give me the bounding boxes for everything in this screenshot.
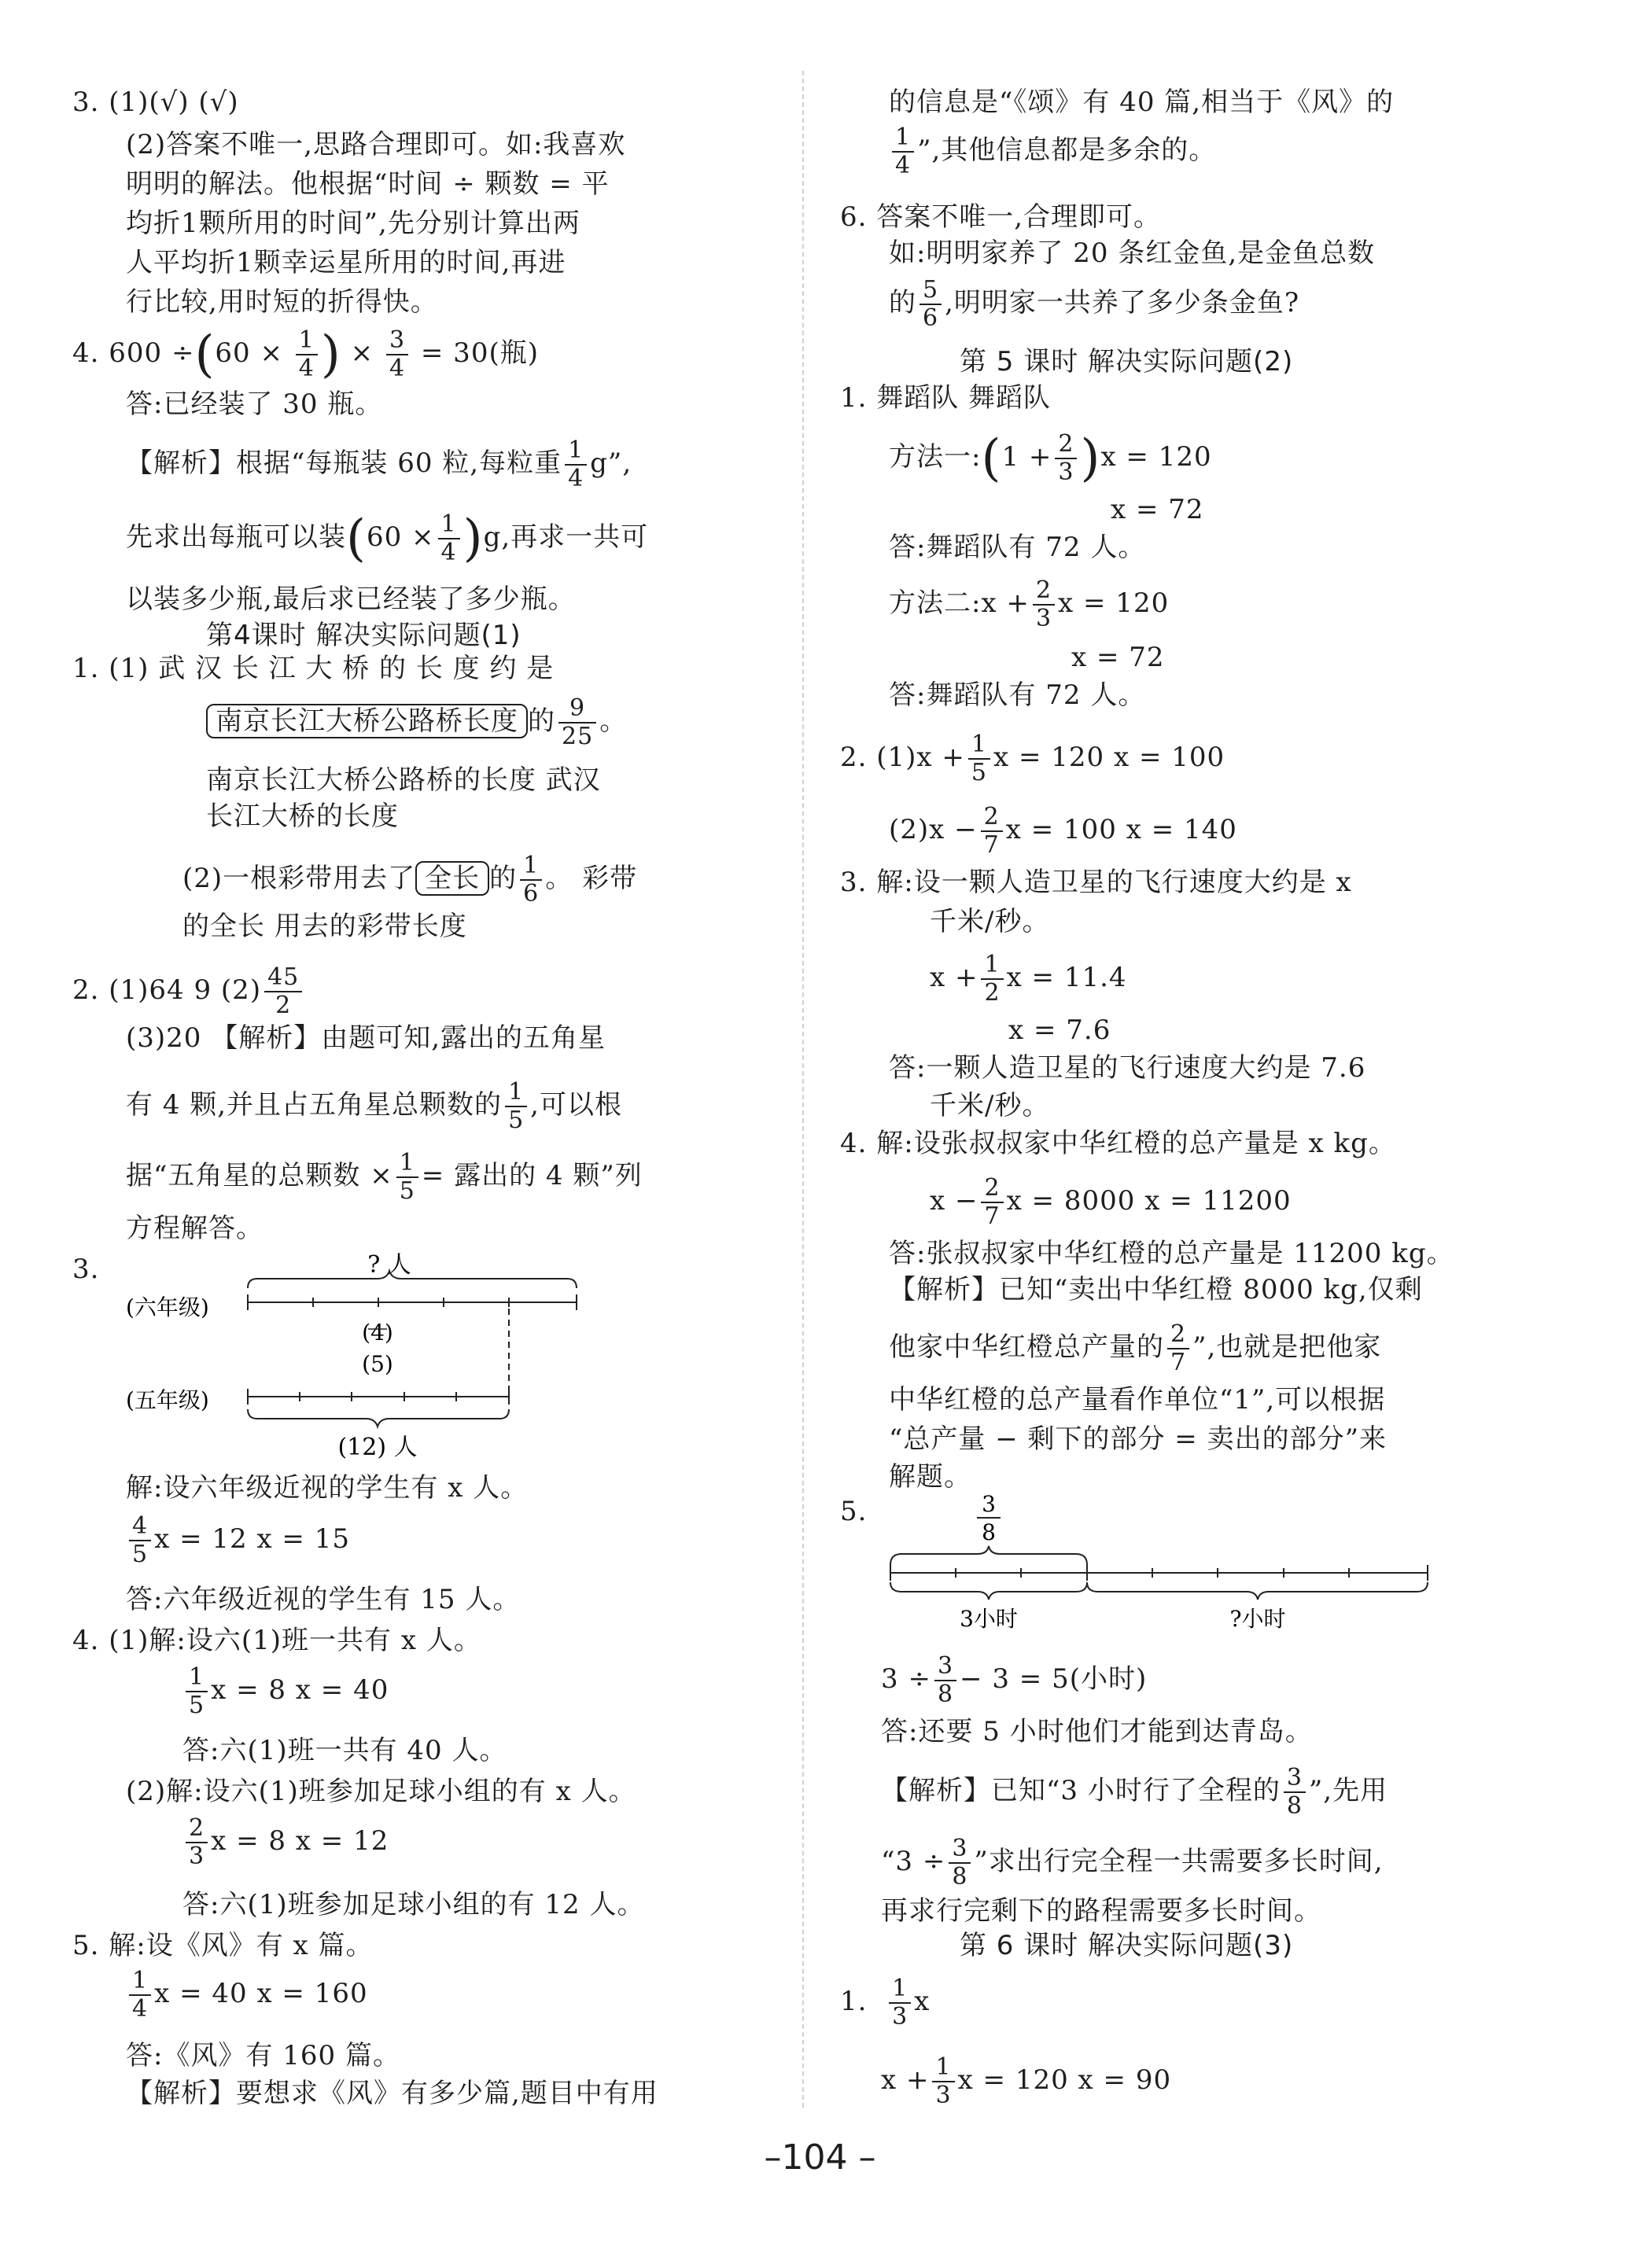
l-s4q2-line4: 据“五角星的总颗数 × $\frac{1}{5}$ = 露出的 4 颗”列	[126, 1149, 643, 1205]
r-s5q4-analysis4: “总产量 − 剩下的部分 = 卖出的部分”来	[889, 1423, 1387, 1455]
fraction: $\frac{4}{5}$	[129, 1513, 151, 1568]
diagram-right-label: ?小时	[1229, 1606, 1286, 1632]
l-q4-analysis3: 以装多少瓶,最后求已经装了多少瓶。	[126, 584, 576, 615]
diagram-question: ? 人	[367, 1251, 411, 1279]
r-s5q2-line2: (2)x − $\frac{2}{7}$ x = 100 x = 140	[889, 803, 1237, 859]
line-segment-diagram-grade	[118, 1250, 606, 1471]
r-s6q1-line1: 1. $\frac{1}{3}$ x	[840, 1975, 931, 2031]
l-s4q1-line1: 1. (1) 武 汉 长 江 大 桥 的 长 度 约 是	[72, 653, 555, 684]
fraction: $\frac{1}{4}$	[565, 437, 587, 492]
r-s5q4-answer: 答:张叔叔家中华红橙的总产量是 11200 kg。	[889, 1238, 1454, 1269]
l-s4q1-2-line1: (2)一根彩带用去了 全长 的 $\frac{1}{6}$ 。 彩带	[182, 852, 638, 908]
l-q3-2-line5: 行比较,用时短的折得快。	[126, 286, 438, 318]
l-q3-head: 3. (1)(√) (√)	[72, 87, 239, 118]
fraction: $\frac{3}{4}$	[386, 327, 408, 382]
r-s5q5-analysis3: 再求行完剩下的路程需要多长时间。	[881, 1895, 1321, 1927]
r-s5q4-analysis1: 【解析】已知“卖出中华红橙 8000 kg,仅剩	[889, 1274, 1423, 1305]
r-q6-line3: 的 $\frac{5}{6}$ ,明明家一共养了多少条金鱼?	[889, 276, 1300, 332]
fraction: $\frac{1}{4}$	[129, 1968, 151, 2023]
l-s4q5-answer: 答:《风》有 160 篇。	[126, 2040, 400, 2071]
l-s4q3-equation: $\frac{4}{5}$ x = 12 x = 15	[126, 1513, 350, 1568]
r-s5q2-line1: 2. (1)x + $\frac{1}{5}$ x = 120 x = 100	[840, 731, 1225, 786]
l-s4q4-equation: $\frac{1}{5}$ x = 8 x = 40	[182, 1664, 389, 1719]
fraction: $\frac{1}{5}$	[186, 1664, 208, 1719]
svg-text:3: 3	[982, 1491, 996, 1517]
fraction: $\frac{1}{3}$	[932, 2054, 954, 2109]
l-s4q5-equation: $\frac{1}{4}$ x = 40 x = 160	[126, 1968, 368, 2023]
r-s6q1-equation: x + $\frac{1}{3}$ x = 120 x = 90	[881, 2053, 1172, 2109]
r-line1: 的信息是“《颂》有 40 篇,相当于《风》的	[889, 87, 1395, 118]
l-s4q3-answer: 答:六年级近视的学生有 15 人。	[126, 1584, 521, 1615]
label-grade5: (五年级)	[126, 1387, 209, 1413]
l-s4q4-2-answer: 答:六(1)班参加足球小组的有 12 人。	[182, 1889, 645, 1920]
l-q4-analysis2: 先求出每瓶可以装(60 × $\frac{1}{4}$ )g,再求一共可	[126, 510, 649, 568]
l-s4q5-line1: 5. 解:设《风》有 x 篇。	[72, 1930, 374, 1961]
section-title-4: 第4课时 解决实际问题(1)	[206, 620, 521, 651]
svg-text:(5): (5)	[362, 1351, 393, 1377]
fraction: $\frac{2}{7}$	[981, 1175, 1003, 1230]
r-s5q1-method2-answer: 答:舞蹈队有 72 人。	[889, 679, 1146, 711]
l-s4q2-line2: (3)20 【解析】由题可知,露出的五角星	[126, 1022, 606, 1054]
boxed-term: 全长	[415, 861, 489, 896]
l-s4q1-line3: 南京长江大桥公路桥的长度 武汉	[206, 764, 601, 796]
fraction: $\frac{1}{6}$	[520, 852, 542, 908]
l-s4q1-2-line2: 的全长 用去的彩带长度	[182, 911, 467, 942]
fraction: $\frac{45}{2}$	[264, 964, 302, 1019]
r-s5q3-equation: x + $\frac{1}{2}$ x = 11.4	[930, 951, 1127, 1007]
l-s4q3-num: 3.	[72, 1254, 100, 1285]
r-s5q1-method1-answer: 答:舞蹈队有 72 人。	[889, 532, 1146, 563]
fraction: $\frac{2}{3}$	[1033, 577, 1055, 632]
r-s5q3-answer2: 千米/秒。	[930, 1090, 1050, 1121]
section-title-6: 第 6 课时 解决实际问题(3)	[960, 1930, 1294, 1961]
diagram-total: (12) 人	[337, 1434, 418, 1461]
fraction: $\frac{1}{4}$	[892, 124, 914, 179]
l-s4q4-line1: 4. (1)解:设六(1)班一共有 x 人。	[72, 1625, 481, 1656]
fraction: $\frac{1}{5}$	[968, 731, 990, 786]
l-s4q1-line2: 南京长江大桥公路桥长度 的 $\frac{9}{25}$ 。	[206, 695, 627, 750]
r-s5q3-result: x = 7.6	[1008, 1014, 1111, 1046]
r-s5q3-line2: 千米/秒。	[930, 906, 1050, 937]
r-s5q3-answer1: 答:一颗人造卫星的飞行速度大约是 7.6	[889, 1052, 1366, 1084]
r-q6-line2: 如:明明家养了 20 条红金鱼,是金鱼总数	[889, 237, 1376, 269]
section-title-5: 第 5 课时 解决实际问题(2)	[960, 346, 1294, 377]
r-s5q5-analysis2: “3 ÷ $\frac{3}{8}$ ”求出行完全程一共需要多长时间,	[881, 1835, 1384, 1891]
svg-text:(4): (4)	[362, 1320, 393, 1346]
r-s5q4-equation: x − $\frac{2}{7}$ x = 8000 x = 11200	[930, 1174, 1292, 1230]
r-s5q1-method1: 方法一:(1 + $\frac{2}{3}$ )x = 120	[889, 429, 1212, 488]
fraction: $\frac{1}{5}$	[505, 1079, 527, 1134]
fraction: $\frac{1}{4}$	[438, 511, 460, 566]
fraction: $\frac{5}{6}$	[920, 277, 942, 332]
boxed-term: 南京长江大桥公路桥长度	[206, 704, 528, 738]
l-q3-2-line2: 明明的解法。他根据“时间 ÷ 颗数 = 平	[126, 168, 610, 200]
l-q4-equation: 4. 600 ÷(60 × $\frac{1}{4}$ ) × $\frac{3}{4}$ = 30(瓶)	[72, 326, 539, 384]
l-q3-2-line3: 均折1颗所用的时间”,先分别计算出两	[126, 208, 580, 239]
l-q4-answer: 答:已经装了 30 瓶。	[126, 388, 383, 420]
l-s4q1-line4: 长江大桥的长度	[206, 801, 399, 832]
r-s5q1-line1: 1. 舞蹈队 舞蹈队	[840, 382, 1052, 414]
r-s5q5-equation: 3 ÷ $\frac{3}{8}$ − 3 = 5(小时)	[881, 1652, 1148, 1708]
r-s5q4-analysis2: 他家中华红橙总产量的 $\frac{2}{7}$ ”,也就是把他家	[889, 1320, 1382, 1376]
fraction: $\frac{1}{5}$	[396, 1150, 418, 1205]
fraction: $\frac{2}{7}$	[981, 804, 1003, 859]
r-s5q1-method2: 方法二:x + $\frac{2}{3}$ x = 120	[889, 576, 1170, 632]
l-s4q3-solution: 解:设六年级近视的学生有 x 人。	[126, 1472, 529, 1504]
l-s4q4-answer: 答:六(1)班一共有 40 人。	[182, 1735, 507, 1766]
r-line2: $\frac{1}{4}$ ”,其他信息都是多余的。	[889, 124, 1216, 179]
r-s5q4-analysis5: 解题。	[889, 1461, 971, 1493]
r-s5q5-analysis1: 【解析】已知“3 小时行了全程的 $\frac{3}{8}$ ”,先用	[881, 1764, 1388, 1820]
line-segment-diagram-trip	[881, 1491, 1447, 1648]
r-s5q4-analysis3: 中华红橙的总产量看作单位“1”,可以根据	[889, 1384, 1386, 1416]
l-q4-analysis1: 【解析】根据“每瓶装 60 粒,每粒重 $\frac{1}{4}$ g”,	[126, 436, 632, 492]
diagram-left-label: 3小时	[960, 1606, 1018, 1632]
page-number: –104 –	[764, 2137, 876, 2178]
l-q3-2-line4: 人平均折1颗幸运星所用的时间,再进	[126, 247, 566, 278]
fraction: $\frac{2}{3}$	[1055, 431, 1077, 486]
fraction: $\frac{3}{8}$	[934, 1653, 956, 1708]
r-s5q3-line1: 3. 解:设一颗人造卫星的飞行速度大约是 x	[840, 867, 1352, 898]
l-s4q2-line5: 方程解答。	[126, 1213, 264, 1244]
l-s4q4-2-line1: (2)解:设六(1)班参加足球小组的有 x 人。	[126, 1776, 636, 1807]
r-s5q1-method2-result: x = 72	[1071, 642, 1165, 673]
l-s4q2-line3: 有 4 颗,并且占五角星总颗数的 $\frac{1}{5}$ ,可以根	[126, 1078, 622, 1134]
fraction: $\frac{3}{8}$	[1284, 1765, 1306, 1820]
fraction: $\frac{9}{25}$	[558, 695, 596, 750]
fraction: $\frac{2}{7}$	[1167, 1321, 1189, 1376]
l-s4q5-analysis: 【解析】要想求《风》有多少篇,题目中有用	[126, 2078, 658, 2109]
l-q3-2-line1: (2)答案不唯一,思路合理即可。如:我喜欢	[126, 129, 626, 160]
r-s5q1-method1-result: x = 72	[1111, 494, 1204, 525]
r-s5q4-line1: 4. 解:设张叔叔家中华红橙的总产量是 x kg。	[840, 1128, 1396, 1159]
column-divider	[802, 71, 804, 2108]
fraction: $\frac{1}{2}$	[981, 952, 1003, 1007]
svg-text:8: 8	[982, 1519, 996, 1545]
r-s5q5-answer: 答:还要 5 小时他们才能到达青岛。	[881, 1716, 1313, 1747]
fraction: $\frac{2}{3}$	[186, 1815, 208, 1870]
fraction: $\frac{1}{4}$	[296, 327, 318, 382]
fraction: $\frac{3}{8}$	[949, 1835, 971, 1891]
fraction: $\frac{1}{3}$	[889, 1975, 911, 2031]
l-s4q2-line1: 2. (1)64 9 (2) $\frac{45}{2}$	[72, 964, 305, 1019]
l-s4q4-2-equation: $\frac{2}{3}$ x = 8 x = 12	[182, 1815, 389, 1870]
r-q6-line1: 6. 答案不唯一,合理即可。	[840, 201, 1162, 233]
r-s5q5-num: 5.	[840, 1496, 868, 1527]
label-grade6: (六年级)	[126, 1294, 209, 1320]
